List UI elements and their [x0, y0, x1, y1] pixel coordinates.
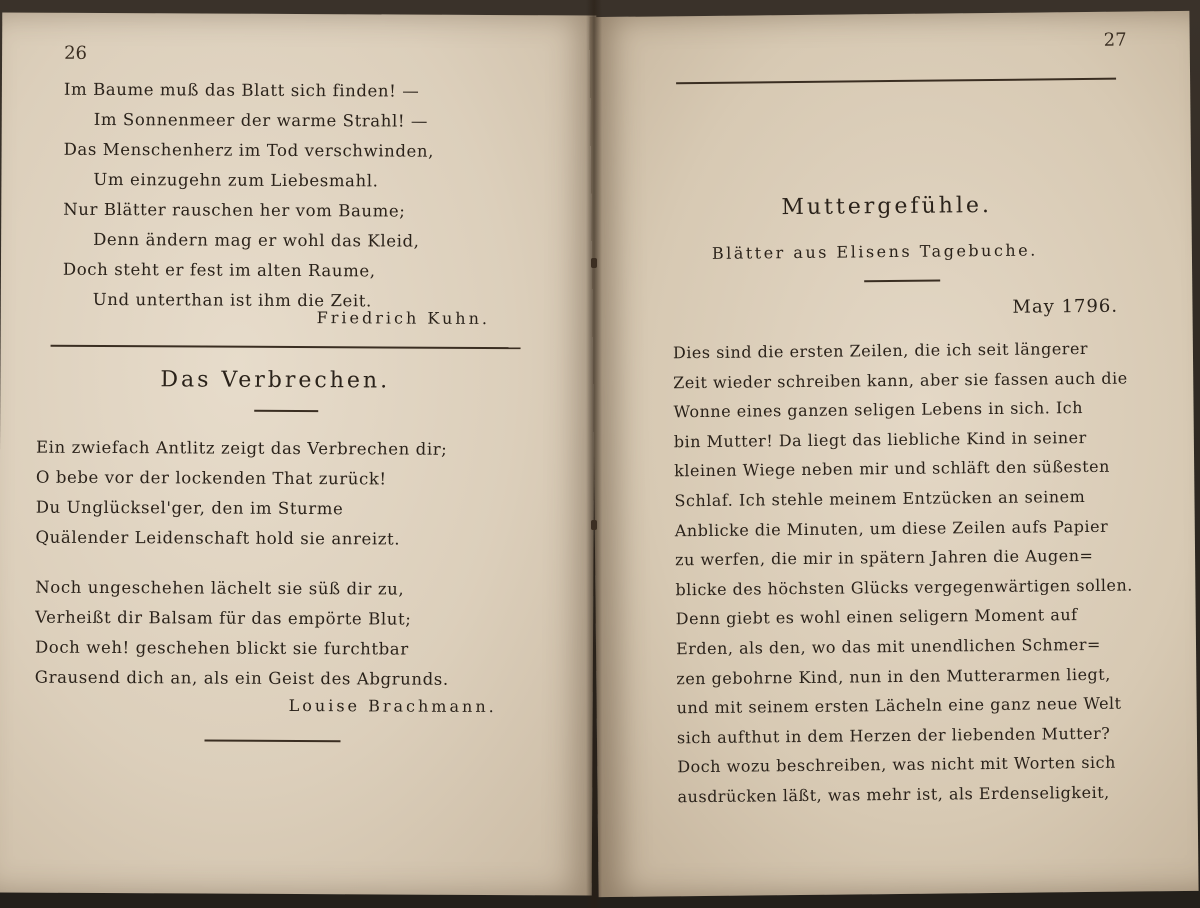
author-brachmann: Louise Brachmann. [288, 695, 497, 717]
poem-line: Verheißt dir Balsam für das empörte Blut; [35, 607, 412, 629]
text-line: Erden, als den, wo das mit unendlichen Schmer= [675, 634, 1101, 659]
text-line: Zeit wieder schreiben kann, aber sie fassen auch die [673, 368, 1128, 392]
text-line: ausdrücken läßt, was mehr ist, als Erdenseligkeit, [677, 782, 1110, 807]
chapter-subtitle: Blätter aus Elisens Tagebuche. [711, 240, 1038, 263]
poem-line: Im Sonnenmeer der warme Strahl! — [93, 109, 429, 131]
poem-verbrechen-stanza-2 [35, 573, 450, 695]
text-line: Wonne eines ganzen seligen Lebens in sich. Ich [673, 398, 1084, 422]
text-line: kleinen Wiege neben mir und schläft den süßesten [674, 457, 1110, 481]
text-line: zen gebohrne Kind, nun in den Mutterarmen liegt, [676, 664, 1111, 688]
text-line: Schlaf. Ich stehle meinem Entzücken an seinem [674, 486, 1086, 511]
text-line: Anblicke die Minuten, um diese Zeilen aufs Papier [674, 516, 1109, 540]
left-page [0, 12, 596, 895]
author-kuhn: Friedrich Kuhn. [316, 308, 491, 329]
subtitle-underline [864, 280, 940, 283]
section-divider [51, 345, 521, 349]
poem-line: Und unterthan ist ihm die Zeit. [92, 289, 372, 311]
text-line: sich aufthut in dem Herzen der liebenden Mutter? [676, 723, 1111, 748]
diary-text [673, 334, 1135, 812]
binding-stitch [591, 520, 597, 530]
page-number-left: 26 [64, 42, 88, 64]
poem-line: Du Unglücksel'ger, den im Sturme [35, 497, 344, 519]
text-line: bin Mutter! Da liegt das liebliche Kind in seiner [673, 427, 1087, 452]
poem-kuhn [63, 75, 435, 317]
poem-line: Grausend dich an, als ein Geist des Abgrunds. [34, 667, 449, 689]
right-page [589, 11, 1198, 897]
poem-line: Noch ungeschehen lächelt sie süß dir zu, [35, 577, 405, 599]
poem-line: Doch steht er fest im alten Raume, [62, 259, 376, 281]
end-divider [204, 740, 340, 743]
poem-line: Quälender Leidenschaft hold sie anreizt. [35, 527, 401, 549]
poem-line: Das Menschenherz im Tod verschwinden, [63, 139, 435, 161]
title-underline [254, 410, 318, 412]
poem-line: Nur Blätter rauschen her vom Baume; [63, 199, 406, 221]
poem-line: O bebe vor der lockenden That zurück! [35, 467, 387, 489]
poem-verbrechen-stanza-1 [35, 433, 447, 555]
poem-line: Denn ändern mag er wohl das Kleid, [93, 229, 420, 251]
text-line: blicke des höchsten Glücks vergegenwärtigen sollen. [675, 575, 1133, 600]
poem-title-verbrechen: Das Verbrechen. [160, 367, 391, 394]
book-gutter [586, 0, 602, 908]
text-line: zu werfen, die mir in spätern Jahren die Augen= [674, 546, 1094, 570]
poem-line: Doch weh! geschehen blickt sie furchtbar [34, 637, 409, 659]
header-rule [676, 78, 1116, 85]
text-line: und mit seinem ersten Lächeln eine ganz neue Welt [676, 693, 1122, 718]
poem-line: Um einzugehn zum Liebesmahl. [93, 169, 379, 191]
text-line: Denn giebt es wohl einen seligern Moment auf [675, 605, 1078, 629]
poem-line: Ein zwiefach Antlitz zeigt das Verbrechen dir; [35, 437, 448, 459]
text-line: Doch wozu beschreiben, was nicht mit Worten sich [677, 753, 1116, 777]
page-number-right: 27 [1103, 29, 1127, 51]
diary-date: May 1796. [1012, 295, 1119, 318]
poem-line: Im Baume muß das Blatt sich finden! — [63, 79, 420, 101]
text-line: Dies sind die ersten Zeilen, die ich seit längerer [672, 338, 1089, 363]
binding-stitch [591, 258, 597, 268]
chapter-title: Muttergefühle. [781, 192, 993, 221]
